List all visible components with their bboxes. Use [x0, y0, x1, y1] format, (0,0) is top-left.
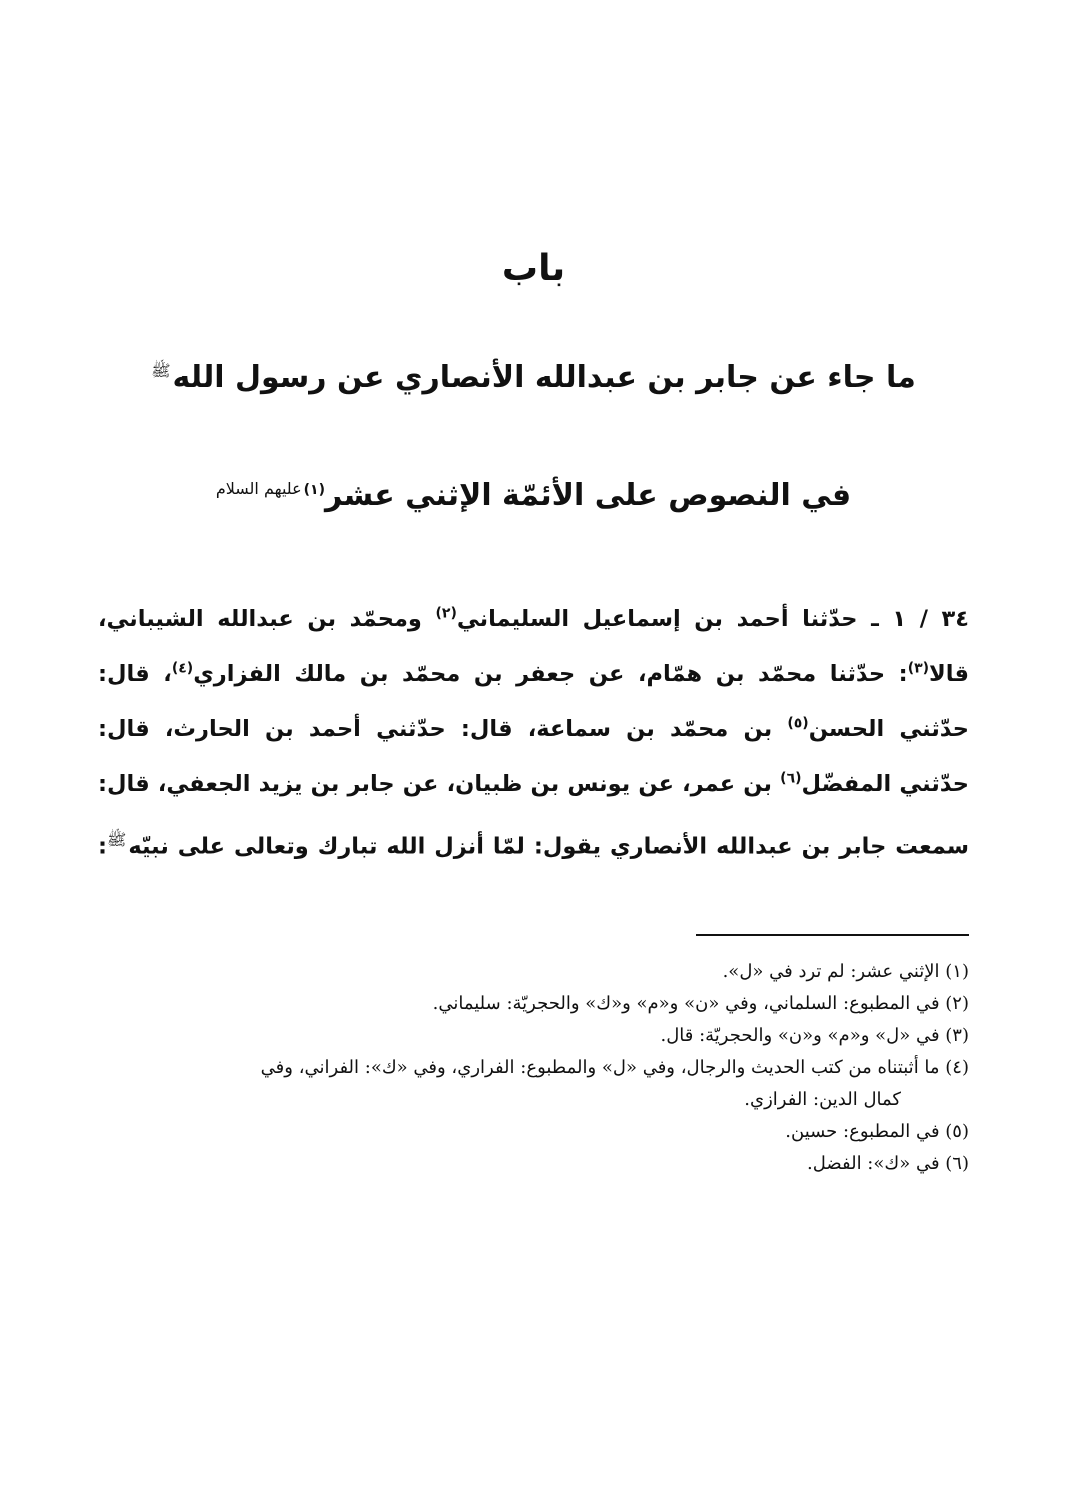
- body-text-segment: ومحمّد بن عبدالله الشيباني،: [98, 606, 436, 632]
- chapter-title-line-2: [120, 478, 947, 513]
- body-text-segment: سمعت جابر بن عبدالله الأنصاري يقول: لمّا أنزل الله تبارك وتعالى على نبيّه: [128, 833, 969, 860]
- title-line-2-text: في النصوص على الأئمّة الإثني عشر: [325, 478, 852, 513]
- hadith-body: [98, 592, 969, 867]
- footnote-item: (٤) ما أثبتناه من كتب الحديث والرجال، وفي «ل» والمطبوع: الفراري، وفي «ك»: الفراني، وفي: [260, 1057, 969, 1078]
- body-text-segment: حدّثني المفضّل: [801, 771, 969, 797]
- footnote-item: (٥) في المطبوع: حسين.: [785, 1121, 969, 1142]
- footnote-ref[interactable]: (١): [303, 482, 325, 498]
- footnote-item: (٦) في «ك»: الفضل.: [807, 1153, 969, 1174]
- honorific-glyph: ﷺ: [107, 830, 127, 849]
- footnote-separator: [696, 934, 969, 936]
- footnote-ref[interactable]: (٥): [787, 715, 809, 732]
- body-line: [98, 757, 969, 812]
- footnote-item: (٣) في «ل» و«م» و«ن» والحجريّة: قال.: [660, 1025, 969, 1046]
- body-text-segment: حدّثني الحسن: [808, 716, 969, 742]
- body-line: [98, 592, 969, 647]
- footnote-ref[interactable]: (٤): [171, 660, 194, 677]
- title-line-1-text: ما جاء عن جابر بن عبدالله الأنصاري عن رسول الله: [172, 360, 916, 395]
- footnotes-list: [98, 956, 969, 1180]
- footnote-item: (٢) في المطبوع: السلماني، وفي «ن» و«م» و«ك» والحجريّة: سليماني.: [432, 993, 969, 1014]
- body-line: [98, 647, 969, 702]
- chapter-heading: باب: [501, 248, 566, 289]
- honorific-glyph: عليهم السلام: [215, 479, 302, 498]
- body-text-segment: :: [98, 833, 107, 860]
- body-text-segment: ٣٤ / ١ ـ حدّثنا أحمد بن إسماعيل السليماني: [456, 606, 969, 632]
- body-text-segment: قالا: [929, 661, 969, 687]
- body-text-segment: : حدّثنا محمّد بن همّام، عن جعفر بن محمّد بن مالك الفزاري: [193, 661, 908, 687]
- chapter-title-line-1: [120, 360, 947, 395]
- body-line: [98, 812, 969, 867]
- body-line: [98, 702, 969, 757]
- body-text-segment: ، قال:: [98, 661, 172, 687]
- footnote-ref[interactable]: (٣): [907, 660, 930, 677]
- honorific-glyph: ﷺ: [151, 361, 171, 380]
- footnote-item: (١) الإثني عشر: لم ترد في «ل».: [722, 961, 969, 982]
- body-text-segment: بن عمر، عن يونس بن ظبيان، عن جابر بن يزيد الجعفي، قال:: [98, 771, 781, 797]
- body-text-segment: بن محمّد بن سماعة، قال: حدّثني أحمد بن الحارث، قال:: [98, 716, 788, 742]
- footnote-ref[interactable]: (٦): [780, 770, 802, 787]
- footnote-ref[interactable]: (٢): [435, 605, 457, 622]
- footnote-item-continuation: كمال الدين: الفرازي.: [744, 1089, 901, 1110]
